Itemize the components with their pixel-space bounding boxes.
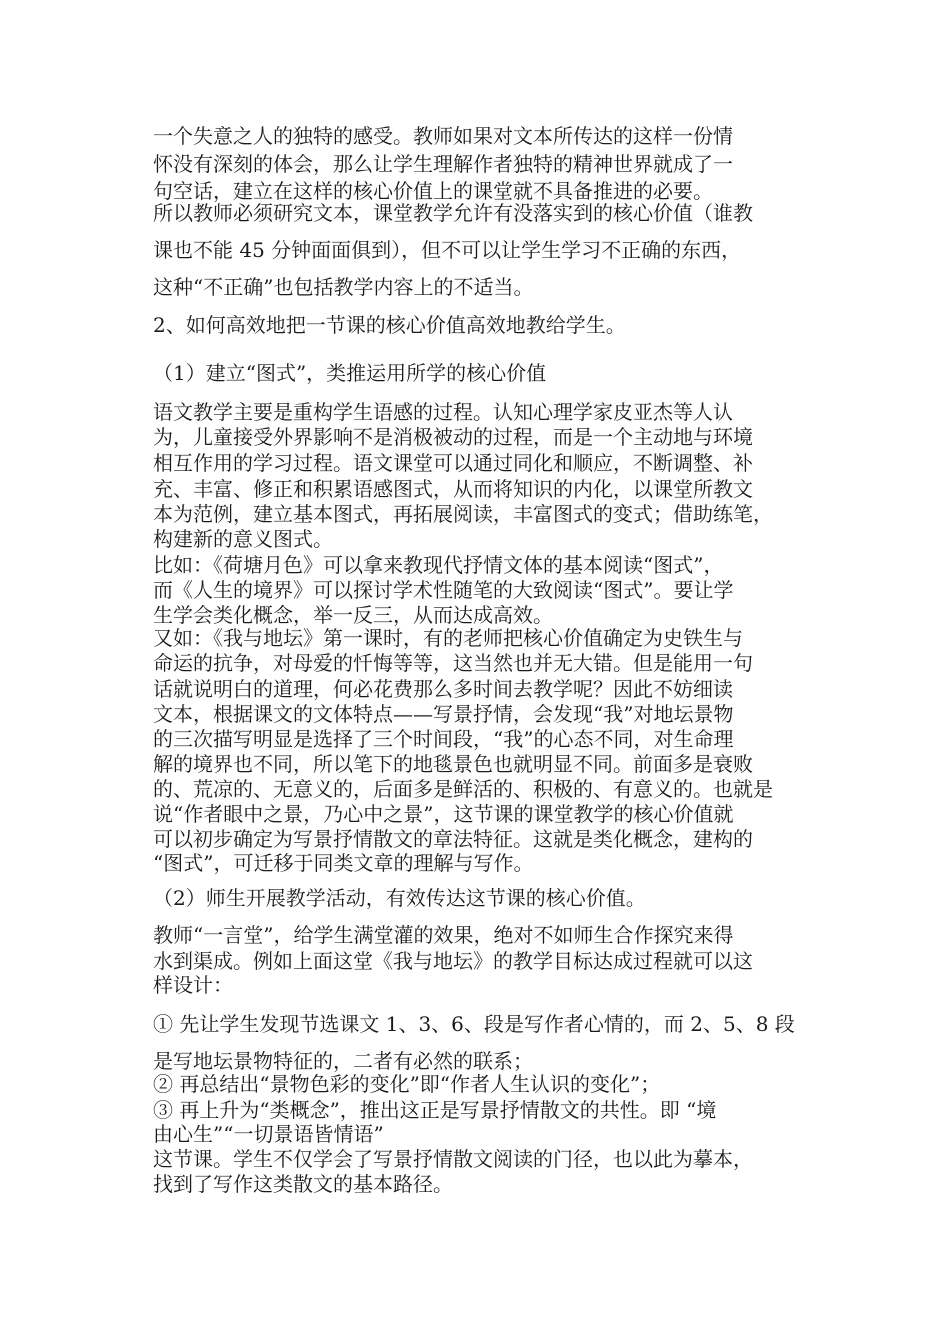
text-line: 构建新的意义图式。 <box>153 527 333 551</box>
numbered-item-2: ② 再总结出“景物色彩的变化”即“作者人生认识的变化”； <box>153 1072 661 1096</box>
text-line: “图式”，可迁移于同类文章的理解与写作。 <box>153 851 534 875</box>
section-heading: 2、如何高效地把一节课的核心价值高效地教给学生。 <box>153 313 626 337</box>
text-line: 由心生”“一切景语皆情语” <box>153 1122 384 1146</box>
text-line: 解的境界也不同，所以笔下的地毯景色也就明显不同。前面多是衰败 <box>153 752 753 776</box>
text-line: 本为范例，建立基本图式，再拓展阅读，丰富图式的变式；借助练笔， <box>153 502 773 526</box>
text-line: 是写地坛景物特征的，二者有必然的联系； <box>153 1049 533 1073</box>
text-line: 这种“不正确”也包括教学内容上的不适当。 <box>153 275 534 299</box>
text-line: 一个失意之人的独特的感受。教师如果对文本所传达的这样一份情 <box>153 124 733 148</box>
text-line: 为，儿童接受外界影响不是消极被动的过程，而是一个主动地与环境 <box>153 425 753 449</box>
text-line: 所以教师必须研究文本，课堂教学允许有没落实到的核心价值（谁教 <box>153 201 753 225</box>
text-line: 生学会类化概念，举一反三，从而达成高效。 <box>153 603 553 627</box>
text-line: 课也不能 45 分钟面面俱到），但不可以让学生学习不正确的东西， <box>153 238 742 262</box>
text-line: 说“作者眼中之景，乃心中之景”，这节课的课堂教学的核心价值就 <box>153 802 734 826</box>
text-line: 这节课。学生不仅学会了写景抒情散文阅读的门径，也以此为摹本， <box>153 1147 753 1171</box>
text-line: 比如：《荷塘月色》可以拿来教现代抒情文体的基本阅读“图式”， <box>153 553 724 577</box>
text-line: 句空话，建立在这样的核心价值上的课堂就不具备推进的必要。 <box>153 179 713 203</box>
text-line: 的三次描写明显是选择了三个时间段，“我”的心态不同，对生命理 <box>153 727 734 751</box>
subsection-heading-1: （1）建立“图式”，类推运用所学的核心价值 <box>153 361 547 385</box>
text-line: 相互作用的学习过程。语文课堂可以通过同化和顺应，不断调整、补 <box>153 451 753 475</box>
text-line: 命运的抗争，对母爱的忏悔等等，这当然也并无大错。但是能用一句 <box>153 651 753 675</box>
text-line: 而《人生的境界》可以探讨学术性随笔的大致阅读“图式”。要让学 <box>153 578 734 602</box>
text-line: 水到渠成。例如上面这堂《我与地坛》的教学目标达成过程就可以这 <box>153 949 753 973</box>
text-line: 话就说明白的道理，何必花费那么多时间去教学呢？因此不妨细读 <box>153 677 733 701</box>
text-line: 怀没有深刻的体会，那么让学生理解作者独特的精神世界就成了一 <box>153 152 733 176</box>
text-line: 充、丰富、修正和积累语感图式，从而将知识的内化，以课堂所教文 <box>153 477 753 501</box>
text-line: 找到了写作这类散文的基本路径。 <box>153 1172 453 1196</box>
text-line: 文本，根据课文的文体特点——写景抒情，会发现“我”对地坛景物 <box>153 702 734 726</box>
text-line: 又如：《我与地坛》第一课时，有的老师把核心价值确定为史铁生与 <box>153 626 743 650</box>
subsection-heading-2: （2）师生开展教学活动，有效传达这节课的核心价值。 <box>153 886 646 910</box>
numbered-item-1: ① 先让学生发现节选课文 1、3、6、段是写作者心情的，而 2、5、8 段 <box>153 1012 795 1036</box>
text-line: 可以初步确定为写景抒情散文的章法特征。这就是类化概念，建构的 <box>153 827 753 851</box>
text-line: 教师“一言堂”，给学生满堂灌的效果，绝对不如师生合作探究来得 <box>153 923 734 947</box>
text-line: 样设计： <box>153 973 233 997</box>
text-line: 的、荒凉的、无意义的，后面多是鲜活的、积极的、有意义的。也就是 <box>153 777 773 801</box>
numbered-item-3: ③ 再上升为“类概念”，推出这正是写景抒情散文的共性。即 “境 <box>153 1098 717 1122</box>
text-line: 语文教学主要是重构学生语感的过程。认知心理学家皮亚杰等人认 <box>153 400 733 424</box>
